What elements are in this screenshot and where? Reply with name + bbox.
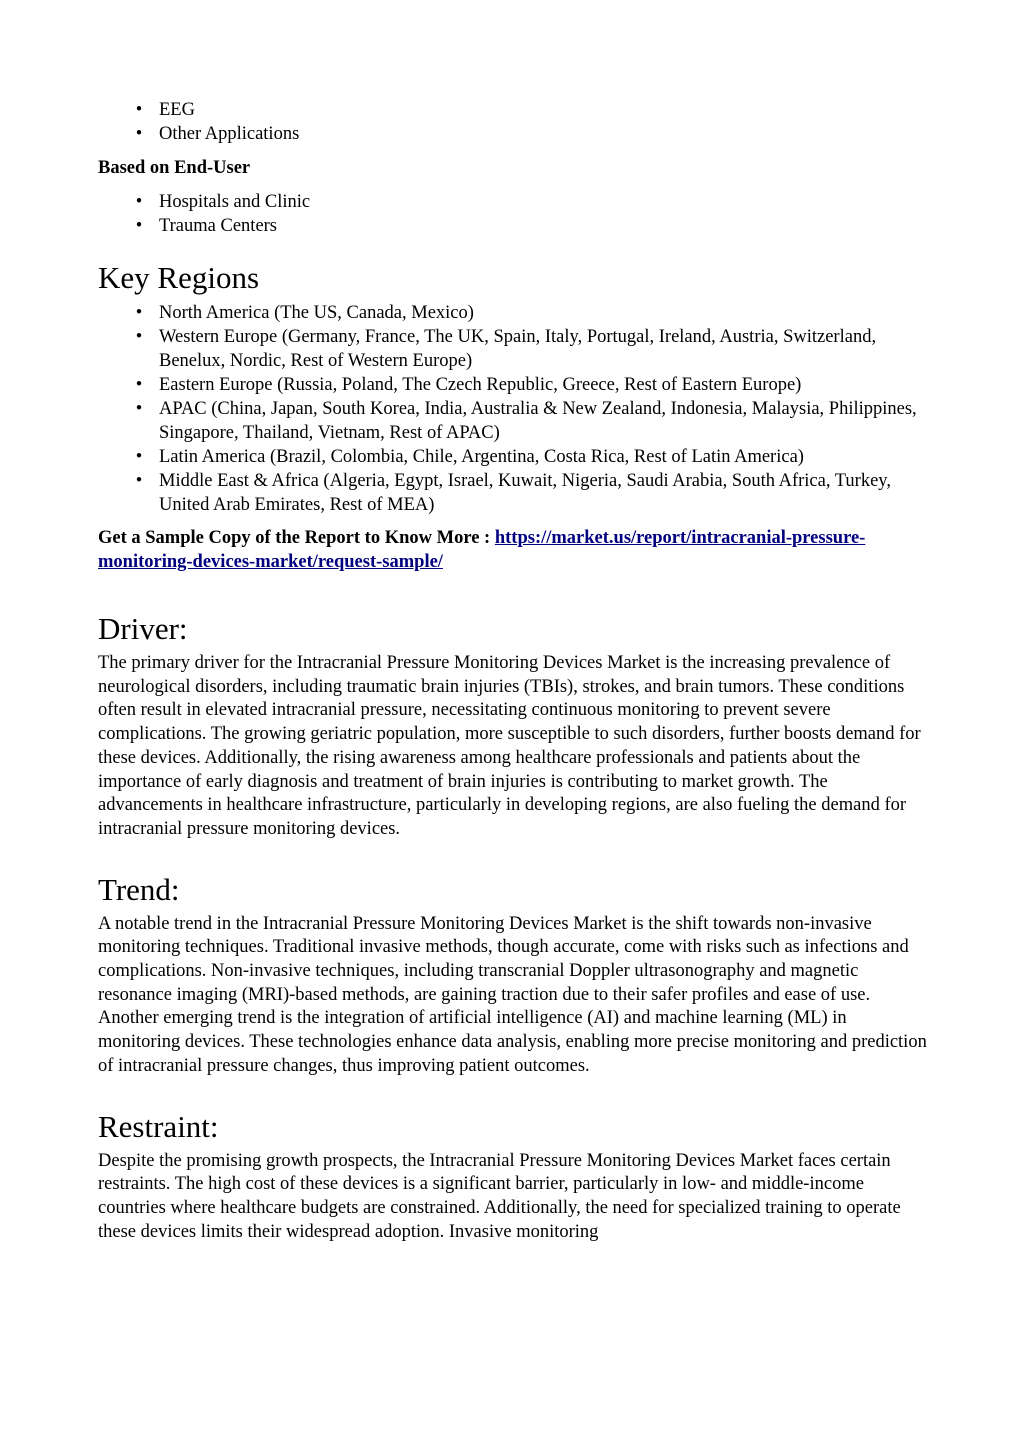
applications-list <box>98 98 928 146</box>
key-regions-list <box>98 301 928 517</box>
bullet-icon: • <box>135 375 143 395</box>
trend-paragraph: A notable trend in the Intracranial Pressure Monitoring Devices Market is the shift towards non-invasive monitoring techniques. Traditional invasive methods, though accurate, come with risks such as infections and complications. Non-invasive techniques, including transcranial Doppler ultrasonography and magnetic resonance imaging (MRI)-based methods, are gaining traction due to their safer profiles and ease of use. Another emerging trend is the integration of artificial intelligence (AI) and machine learning (ML) in monitoring devices. These technologies enhance data analysis, enabling more precise monitoring and prediction of intracranial pressure changes, thus improving patient outcomes. <box>98 913 927 1076</box>
driver-paragraph: The primary driver for the Intracranial Pressure Monitoring Devices Market is the increasing prevalence of neurological disorders, including traumatic brain injuries (TBIs), strokes, and brain tumors. These conditions often result in elevated intracranial pressure, necessitating continuous monitoring to prevent severe complications. The growing geriatric population, more susceptible to such disorders, further boosts demand for these devices. Additionally, the rising awareness among healthcare professionals and patients about the importance of early diagnosis and treatment of brain injuries is contributing to market growth. The advancements in healthcare infrastructure, particularly in developing regions, are also fueling the demand for intracranial pressure monitoring devices. <box>98 653 921 839</box>
bullet-icon: • <box>135 447 143 467</box>
sample-copy-link[interactable]: https://market.us/report/intracranial-pressure-monitoring-devices-market/request-sample/ <box>98 528 866 572</box>
document-page <box>98 98 928 1244</box>
end-user-list <box>98 190 928 238</box>
list-item: • North America (The US, Canada, Mexico) <box>98 301 928 325</box>
bullet-icon: • <box>135 471 143 491</box>
list-item: • Middle East & Africa (Algeria, Egypt, Israel, Kuwait, Nigeria, Saudi Arabia, South Africa, Turkey, United Arab Emirates, Rest of MEA) <box>98 469 928 517</box>
end-user-heading: Based on End-User <box>98 158 251 178</box>
bullet-icon: • <box>135 216 143 236</box>
bullet-icon: • <box>135 100 143 120</box>
list-item: • Other Applications <box>98 122 928 146</box>
list-item: • Hospitals and Clinic <box>98 190 928 214</box>
bullet-icon: • <box>135 192 143 212</box>
bullet-icon: • <box>135 399 143 419</box>
restraint-paragraph: Despite the promising growth prospects, the Intracranial Pressure Monitoring Devices Market faces certain restraints. The high cost of these devices is a significant barrier, particularly in low- and middle-income countries where healthcare budgets are constrained. Additionally, the need for specialized training to operate these devices limits their widespread adoption. Invasive monitoring <box>98 1150 901 1242</box>
list-item: • Eastern Europe (Russia, Poland, The Czech Republic, Greece, Rest of Eastern Europe) <box>98 373 928 397</box>
list-item: • Trauma Centers <box>98 214 928 238</box>
list-item: • EEG <box>98 98 928 122</box>
sample-copy-label: Get a Sample Copy of the Report to Know More : <box>98 528 495 548</box>
driver-heading: Driver: <box>98 611 188 646</box>
bullet-icon: • <box>135 303 143 323</box>
bullet-icon: • <box>135 124 143 144</box>
key-regions-heading: Key Regions <box>98 260 260 295</box>
list-item: • APAC (China, Japan, South Korea, India, Australia & New Zealand, Indonesia, Malaysia, Philippines, Singapore, Thailand, Vietnam, Rest of APAC) <box>98 397 928 445</box>
bullet-icon: • <box>135 327 143 347</box>
list-item: • Latin America (Brazil, Colombia, Chile, Argentina, Costa Rica, Rest of Latin America) <box>98 445 928 469</box>
trend-heading: Trend: <box>98 871 180 907</box>
list-item: • Western Europe (Germany, France, The UK, Spain, Italy, Portugal, Ireland, Austria, Switzerland, Benelux, Nordic, Rest of Western Europe) <box>98 325 928 373</box>
restraint-heading: Restraint: <box>98 1108 219 1144</box>
sample-copy-paragraph <box>98 527 928 574</box>
